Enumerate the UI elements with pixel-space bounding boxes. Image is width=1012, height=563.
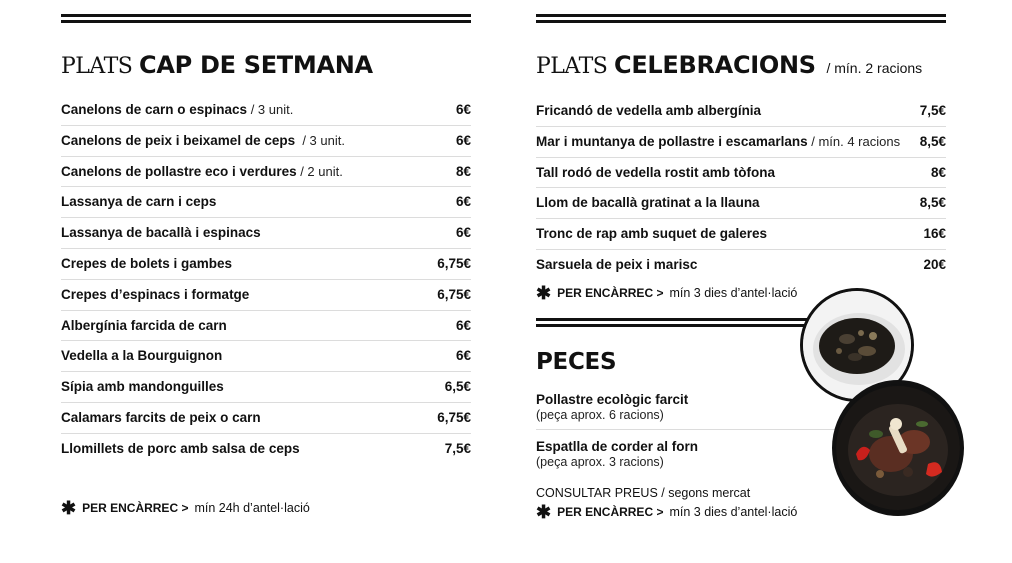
menu-item-name: Vedella a la Bourguignon (61, 348, 223, 364)
celebration-menu-list (536, 96, 946, 280)
piece-item (536, 438, 836, 476)
menu-item-name: Tronc de rap amb suquet de galeres (536, 226, 768, 242)
menu-item (61, 403, 471, 434)
asterisk-icon: ✱ (536, 502, 552, 522)
menu-item-price: 8,5€ (919, 195, 946, 211)
menu-item-price: 7,5€ (919, 103, 946, 118)
title-bold: CELEBRACIONS (614, 51, 816, 79)
menu-item-name-wrap (61, 403, 261, 433)
menu-item (536, 127, 946, 158)
title-bold: CAP DE SETMANA (139, 51, 373, 79)
menu-item-detail: / 3 unit. (247, 102, 294, 117)
celebration-section-title (536, 51, 946, 82)
celebration-dishes-section (536, 14, 946, 280)
menu-item-name-wrap (61, 372, 224, 402)
menu-item-name-wrap (61, 434, 300, 464)
menu-item-price: 8€ (455, 163, 471, 179)
lamb-roast-dish-photo (832, 380, 964, 516)
menu-item-name-wrap (61, 311, 227, 341)
order-note: mín 3 dies d’antel·lació (669, 286, 798, 300)
menu-item-name-wrap (61, 341, 222, 371)
order-label: PER ENCÀRREC > (82, 501, 189, 515)
order-note: mín 3 dies d’antel·lació (669, 505, 798, 519)
piece-name: Espatlla de corder al forn (536, 439, 699, 454)
menu-item-price: 6,5€ (444, 379, 471, 395)
menu-item-name-wrap (61, 280, 249, 310)
menu-item-name: Lassanya de bacallà i espinacs (61, 225, 261, 241)
menu-item-price: 6€ (455, 194, 471, 210)
weekend-menu-list (61, 95, 471, 464)
menu-item-price: 16€ (923, 226, 946, 242)
menu-item-name-wrap (61, 218, 261, 248)
menu-item-price: 6,75€ (437, 286, 471, 302)
lamb-roast-dish-image (836, 384, 960, 512)
menu-item-name: Llom de bacallà gratinat a la llauna (536, 195, 760, 211)
menu-item-name: Crepes de bolets i gambes (61, 255, 233, 271)
menu-item-price: 6,75€ (437, 255, 471, 271)
menu-item-name: Canelons de carn o espinacs (61, 102, 248, 117)
menu-item-name: Canelons de peix i beixamel de ceps (61, 132, 296, 148)
menu-item-price: 6€ (455, 225, 471, 241)
title-light: PLATS (536, 54, 608, 79)
menu-item-name: Sarsuela de peix i marisc (536, 256, 698, 272)
menu-item-name-wrap (536, 158, 775, 188)
menu-item-name-wrap (61, 249, 232, 279)
menu-item-name: Crepes d’espinacs i formatge (61, 286, 250, 302)
price-note: CONSULTAR PREUS / segons mercat (536, 486, 751, 500)
menu-item (61, 157, 471, 188)
menu-item-price: 20€ (923, 256, 946, 272)
menu-item (61, 126, 471, 157)
menu-item-name: Lassanya de carn i ceps (61, 194, 217, 210)
menu-item-name-wrap (536, 219, 767, 249)
menu-item-price: 6,75€ (437, 409, 471, 425)
piece-detail: (peça aprox. 6 racions) (536, 408, 664, 422)
piece-item (536, 391, 836, 430)
peces-title: PECES (536, 349, 617, 375)
menu-item (536, 250, 946, 280)
menu-item-price: 7,5€ (444, 440, 471, 456)
top-divider (61, 14, 471, 23)
menu-item-price: 6€ (455, 102, 471, 117)
menu-item (61, 280, 471, 311)
menu-item (61, 341, 471, 372)
order-label: PER ENCÀRREC > (557, 505, 664, 519)
menu-item (61, 218, 471, 249)
menu-item-detail: / mín. 4 racions (807, 133, 901, 149)
menu-item-name: Sípia amb mandonguilles (61, 379, 224, 395)
menu-item (61, 311, 471, 342)
menu-item-name: Mar i muntanya de pollastre i escamarlans (536, 133, 808, 149)
menu-item-name: Calamars farcits de peix o carn (61, 409, 261, 425)
menu-item (61, 187, 471, 218)
menu-item-name: Llomillets de porc amb salsa de ceps (61, 440, 300, 456)
menu-item (61, 249, 471, 280)
menu-item-name: Fricandó de vedella amb albergínia (536, 103, 762, 118)
asterisk-icon: ✱ (536, 283, 552, 303)
menu-item-detail: / 2 unit. (296, 163, 343, 179)
menu-item (536, 158, 946, 189)
menu-item (61, 95, 471, 126)
piece-detail: (peça aprox. 3 racions) (536, 455, 664, 469)
weekend-section-title (61, 51, 471, 81)
menu-item-name-wrap (61, 157, 343, 187)
menu-item-name-wrap (61, 95, 293, 125)
menu-item-name: Albergínia farcida de carn (61, 317, 227, 333)
menu-item-name-wrap (61, 126, 345, 156)
menu-item-price: 6€ (455, 317, 471, 333)
menu-item (536, 96, 946, 127)
weekend-order-note (61, 498, 310, 518)
menu-item (61, 372, 471, 403)
menu-item-detail: / 3 unit. (295, 132, 345, 148)
title-note: / mín. 2 racions (826, 60, 923, 76)
asterisk-icon: ✱ (61, 498, 77, 518)
title-light: PLATS (61, 54, 133, 79)
menu-item (536, 188, 946, 219)
menu-item-price: 6€ (455, 348, 471, 364)
menu-item-name-wrap (536, 188, 760, 218)
peces-divider (536, 318, 808, 327)
celebration-order-note (536, 283, 798, 303)
top-divider (536, 14, 946, 23)
weekend-dishes-section (61, 14, 471, 464)
menu-item-price: 8,5€ (919, 133, 946, 149)
menu-item-price: 6€ (455, 132, 471, 148)
order-label: PER ENCÀRREC > (557, 286, 664, 300)
menu-item-name-wrap (536, 127, 900, 157)
menu-item-name-wrap (536, 96, 761, 126)
menu-item-name: Tall rodó de vedella rostit amb tòfona (536, 164, 776, 180)
menu-item (61, 434, 471, 464)
order-note: mín 24h d’antel·lació (194, 501, 310, 515)
menu-item-name-wrap (61, 187, 216, 217)
piece-name: Pollastre ecològic farcit (536, 392, 689, 407)
menu-item-name: Canelons de pollastre eco i verdures (61, 163, 297, 179)
menu-item-price: 8€ (930, 164, 946, 180)
menu-item (536, 219, 946, 250)
menu-item-name-wrap (536, 250, 697, 280)
